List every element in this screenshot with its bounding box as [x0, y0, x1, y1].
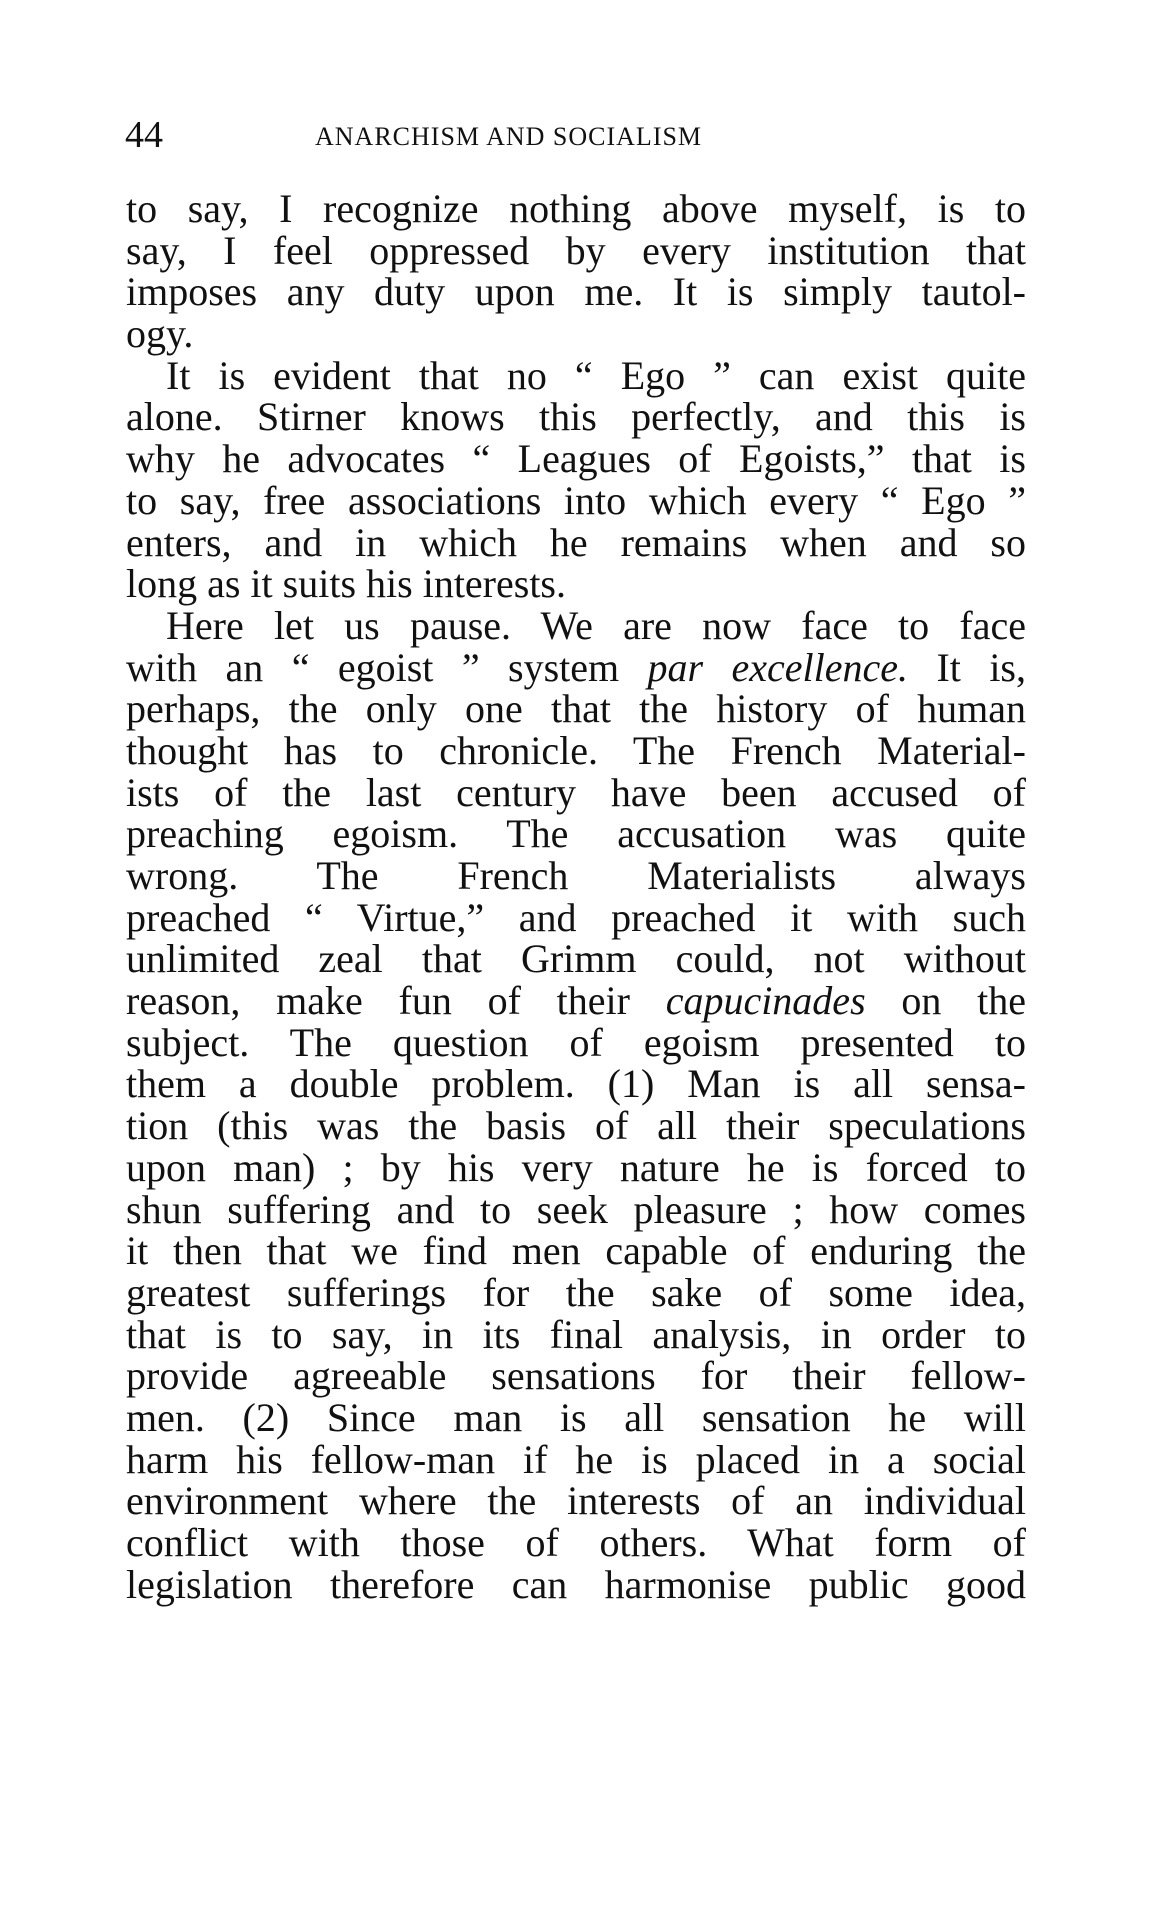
text-line: imposes any duty upon me. It is simply tautol- — [126, 269, 1026, 315]
text-line: legislation therefore can harmonise public good — [126, 1561, 1026, 1607]
italic-phrase: par excellence. — [647, 644, 909, 690]
text-line: why he advocates “ Leagues of Egoists,” that is — [126, 436, 1026, 482]
text-line: alone. Stirner knows this perfectly, and this is — [126, 394, 1026, 440]
text-line: shun suffering and to seek pleasure ; how comes — [126, 1186, 1026, 1232]
text-line: wrong. The French Materialists always — [126, 853, 1026, 898]
text-line: ogy. — [126, 311, 194, 357]
text-line: that is to say, in its final analysis, in order to — [126, 1311, 1026, 1357]
text-line: upon man) ; by his very nature he is forced to — [126, 1144, 1026, 1190]
text-line: say, I feel oppressed by every institution that — [126, 227, 1026, 273]
text-line: unlimited zeal that Grimm could, not without — [126, 936, 1026, 982]
text-line: to say, I recognize nothing above myself, is to — [126, 186, 1026, 231]
text-line: them a double problem. (1) Man is all sensa- — [126, 1061, 1026, 1107]
text-line: long as it suits his interests. — [126, 561, 566, 607]
text-line: thought has to chronicle. The French Material- — [126, 727, 1026, 773]
text-line: to say, free associations into which every “ Ego ” — [126, 477, 1026, 523]
text-line: men. (2) Since man is all sensation he will — [126, 1394, 1026, 1440]
text-segment: on the — [901, 978, 1027, 1024]
text-line: enters, and in which he remains when and so — [126, 519, 1026, 565]
italic-phrase: capucinades — [665, 978, 866, 1024]
text-line: preached “ Virtue,” and preached it with such — [126, 894, 1026, 940]
text-segment: reason, make fun of their — [126, 978, 630, 1024]
text-segment: It is, — [936, 644, 1026, 690]
text-line: greatest sufferings for the sake of some idea, — [126, 1269, 1026, 1315]
text-line — [126, 644, 1026, 690]
running-head — [125, 110, 1030, 160]
text-line: preaching egoism. The accusation was quite — [126, 811, 1026, 857]
text-line: environment where the interests of an individual — [126, 1478, 1026, 1524]
text-line: subject. The question of egoism presented to — [126, 1019, 1026, 1065]
text-line: provide agreeable sensations for their fellow- — [126, 1353, 1026, 1399]
text-line — [126, 980, 1026, 1022]
text-line: it then that we find men capable of enduring the — [126, 1228, 1026, 1274]
text-line: It is evident that no “ Ego ” can exist quite — [166, 352, 1026, 398]
text-line: ists of the last century have been accused of — [126, 769, 1026, 815]
body-text — [126, 188, 1026, 1605]
text-line: Here let us pause. We are now face to face — [166, 602, 1026, 648]
page-number: 44 — [125, 114, 163, 156]
text-line: tion (this was the basis of all their speculations — [126, 1103, 1026, 1149]
text-segment: with an “ egoist ” system — [126, 644, 620, 690]
running-title: ANARCHISM AND SOCIALISM — [315, 122, 703, 151]
text-line: harm his fellow-man if he is placed in a social — [126, 1436, 1026, 1482]
text-line: perhaps, the only one that the history of human — [126, 686, 1026, 732]
text-line: conflict with those of others. What form of — [126, 1520, 1026, 1565]
